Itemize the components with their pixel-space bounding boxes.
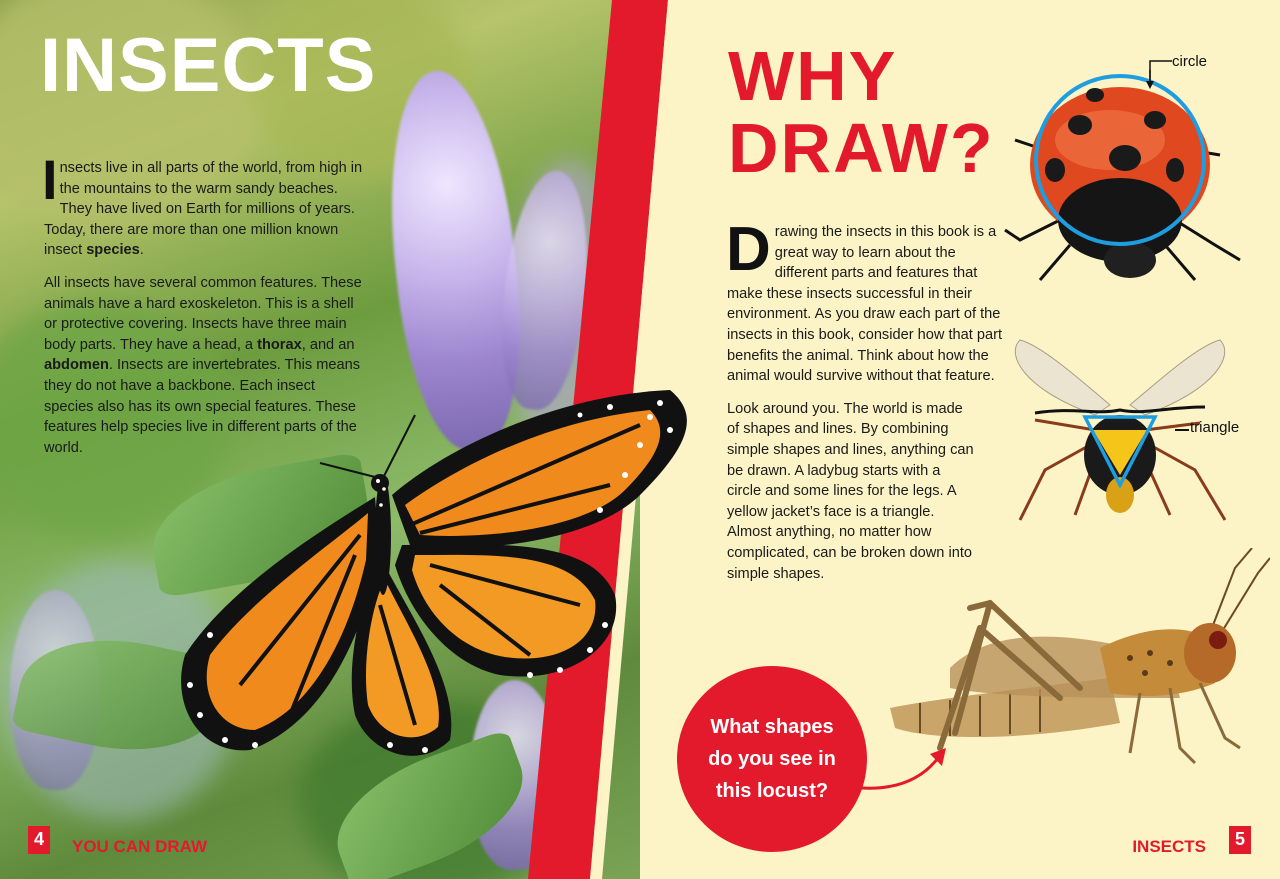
right-page-title: WHY DRAW? xyxy=(728,37,995,187)
glossary-term: thorax xyxy=(257,336,302,353)
left-page-title: INSECTS xyxy=(40,23,377,108)
glossary-term: abdomen xyxy=(44,357,109,374)
features-paragraph: All insects have several common features. These animals have a hard exoskeleton. This is a shell or protective covering. Insects have three main body parts. They have a head, a thorax, and an abdomen. Insects are invertebrates. This means they do not have a backbone. Each insect species also has its own special features. These features help species live in different parts of the world. xyxy=(44,274,362,456)
drop-cap: I xyxy=(42,148,58,211)
intro-paragraph: Insects live in all parts of the world, from high in the mountains to the warm sandy beaches. They have lived on Earth for millions of years. Today, there are more than one million known insect species. xyxy=(42,148,363,259)
circle-label: circle xyxy=(1172,53,1208,70)
drop-cap: D xyxy=(726,215,771,284)
glossary-term: species xyxy=(86,242,140,259)
monarch-butterfly-illustration xyxy=(170,385,700,765)
triangle-pointer-line xyxy=(1175,429,1189,431)
left-footer-title: YOU CAN DRAW xyxy=(72,837,208,856)
left-page-number: 4 xyxy=(28,826,50,854)
right-page-body xyxy=(726,215,1012,596)
right-footer-title: INSECTS xyxy=(1132,837,1206,856)
bubble-arrow xyxy=(856,740,956,800)
shapes-paragraph: Look around you. The world is made of shapes and lines. By combining simple shapes and lines, anything can be drawn. A ladybug starts with a circle and some lines for the legs. A yellow jacket’s face is a triangle. Almost anything, no matter how complicated, can be broken down into simple shapes. xyxy=(727,400,974,582)
triangle-label: triangle xyxy=(1190,419,1240,436)
right-page-number: 5 xyxy=(1229,826,1251,854)
intro-paragraph: Drawing the insects in this book is a great way to learn about the different parts and features that make these insects successful in their environment. As you draw each part of the insects in this book, consider how that part benefits the animal. Think about how the animal would survive without that feature. xyxy=(726,215,1002,385)
ladybug-illustration xyxy=(1000,70,1250,290)
locust-question-bubble: What shapes do you see in this locust? xyxy=(677,666,867,852)
